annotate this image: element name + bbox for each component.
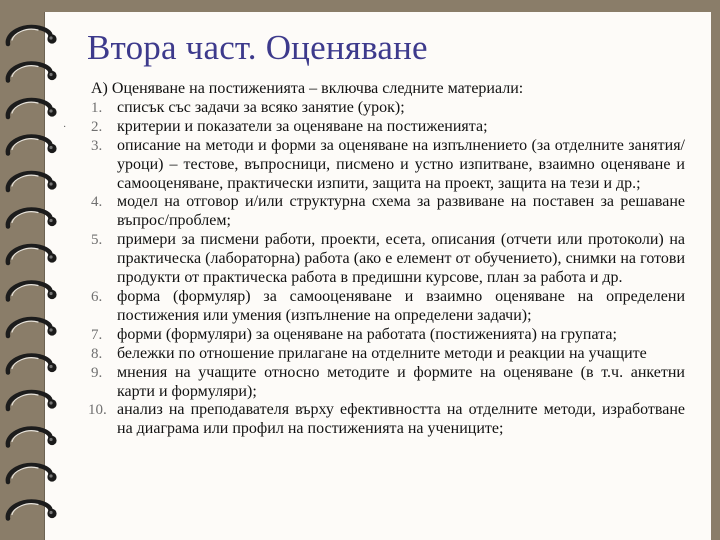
item-number: 6. — [91, 288, 103, 305]
item-number: 2. — [91, 118, 103, 135]
item-text: примери за писмени работи, проекти, есета, описания (отчети или протоколи) на практическа (лабораторна) работа (ако е елемент от обучението), снимки на готови продукти от практическа работа в предишни курсове, план за работа и др. — [117, 231, 685, 287]
binding-ring — [8, 283, 57, 300]
item-text: критерии и показатели за оценяване на постиженията; — [117, 117, 488, 135]
binding-ring — [8, 27, 57, 44]
binding-ring — [8, 173, 57, 190]
item-text: форма (формуляр) за самооценяване и взаимно оценяване на определени постижения или умения (изпълнение на определени задачи); — [117, 287, 685, 324]
intro-text: А) Оценяване на постиженията – включва следните материали: — [91, 80, 524, 97]
item-number: 5. — [91, 232, 103, 249]
binding-ring — [8, 356, 57, 373]
binding-ring — [8, 392, 57, 409]
list-item — [91, 99, 685, 118]
item-number: 7. — [91, 326, 103, 343]
binding-ring — [8, 100, 57, 117]
binding-ring — [8, 319, 57, 336]
list-item — [91, 288, 685, 326]
spiral-binding — [0, 0, 60, 540]
item-text: описание на методи и форми за оценяване на изпълнението (за отделните занятия/уроци) – тестове, въпросници, писмено и устно изпитване, взаимно оценяване и самооценяване, практически изпити, защита на проект, защита на тези и др.; — [117, 136, 685, 192]
item-number: 8. — [91, 345, 103, 362]
binding-ring — [8, 465, 57, 482]
list-item — [91, 364, 685, 402]
binding-ring — [8, 210, 57, 227]
list-item — [91, 118, 685, 137]
list-item — [91, 137, 685, 194]
list-item — [88, 401, 685, 439]
item-number: 4. — [91, 194, 103, 211]
item-text: бележки по отношение прилагане на отделните методи и реакции на учащите — [117, 344, 647, 362]
list-item — [91, 345, 685, 364]
binding-ring — [8, 429, 57, 446]
item-text: модел на отговор и/или структурна схема за развиване на поставен за решаване въпрос/проблем; — [117, 193, 685, 230]
slide-content — [88, 80, 685, 439]
list-item — [91, 326, 685, 345]
binding-ring — [8, 502, 57, 519]
list-item — [91, 193, 685, 231]
list-item — [91, 231, 685, 288]
item-text: анализ на преподавателя върху ефективността на отделните методи, изработване на диаграма или профил на постиженията на учениците; — [117, 401, 685, 438]
item-number: 10. — [88, 402, 107, 419]
item-number: 3. — [91, 137, 103, 154]
binding-ring — [8, 246, 57, 263]
binding-ring — [8, 64, 57, 81]
item-text: форми (формуляри) за оценяване на работата (постиженията) на групата; — [117, 325, 617, 343]
slide-title: Втора част. Оценяване — [87, 28, 428, 67]
materials-list — [88, 98, 685, 439]
item-number: 9. — [91, 364, 103, 381]
item-text: списък със задачи за всяко занятие (урок); — [117, 98, 405, 116]
item-text: мнения на учащите относно методите и формите на оценяване (в т.ч. анкетни карти и формуляри); — [117, 363, 685, 400]
binding-ring — [8, 137, 57, 154]
item-number: 1. — [91, 99, 103, 116]
page-dot: · — [63, 122, 67, 133]
